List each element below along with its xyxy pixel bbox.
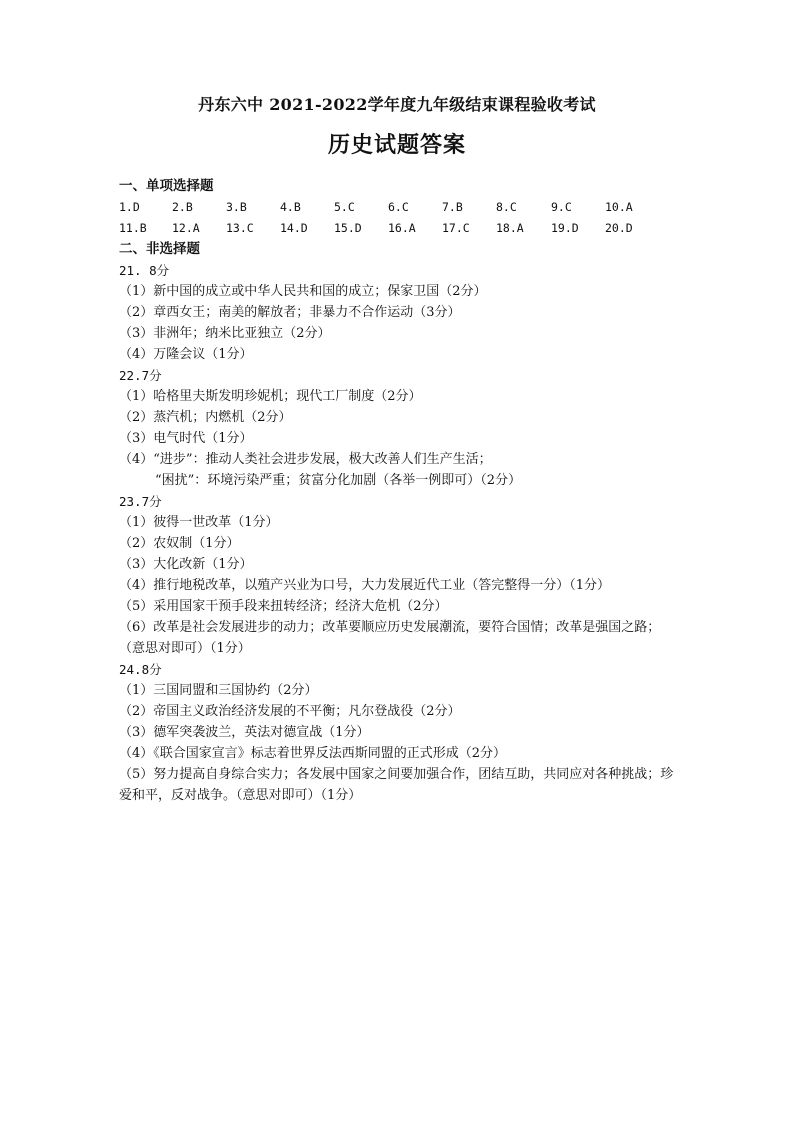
answer-line: （3）非洲年；纳米比亚独立（2分） [119, 326, 331, 341]
answer-line: （4）万隆会议（1分） [119, 347, 253, 362]
answer-line: （5）采用国家干预手段来扭转经济；经济大危机（2分） [119, 599, 448, 614]
choice-answers-row-1 [119, 197, 679, 218]
choice-answer: 8.C [496, 200, 517, 214]
choice-answer: 5.C [334, 200, 355, 214]
choice-answers-row-2 [119, 218, 679, 239]
choice-answer: 12.A [172, 221, 200, 235]
answer-line: （1）三国同盟和三国协约（2分） [119, 683, 318, 698]
answer-line: （2）农奴制（1分） [119, 536, 240, 551]
answer-line: （1）新中国的成立或中华人民共和国的成立；保家卫国（2分） [119, 284, 487, 299]
answer-line: （3）大化改新（1分） [119, 557, 253, 572]
choice-answer: 3.B [226, 200, 247, 214]
answer-line: （5）努力提高自身综合实力；各发展中国家之间要加强合作，团结互助，共同应对各种挑战；珍爱和平，反对战争。（意思对即可）（1分） [119, 767, 674, 803]
question-22-heading: 22.7分 [119, 368, 162, 383]
answer-line: （1）彼得一世改革（1分） [119, 515, 279, 530]
answer-line: （2）章西女王；南美的解放者；非暴力不合作运动（3分） [119, 305, 461, 320]
section-heading-non-choice: 二、非选择题 [119, 241, 200, 257]
choice-answer: 15.D [334, 221, 362, 235]
choice-answer: 9.C [551, 200, 572, 214]
answer-line: （4）“进步”：推动人类社会进步发展，极大改善人们生产生活； [119, 452, 492, 467]
choice-answer: 4.B [280, 200, 301, 214]
choice-answer: 18.A [496, 221, 524, 235]
document-title: 丹东六中 2021-2022学年度九年级结束课程验收考试 [198, 95, 596, 114]
answer-line: （1）哈格里夫斯发明珍妮机；现代工厂制度（2分） [119, 389, 422, 404]
section-heading-multiple-choice: 一、单项选择题 [119, 178, 214, 194]
choice-answer: 1.D [119, 200, 140, 214]
choice-answer: 13.C [226, 221, 254, 235]
choice-answer: 2.B [172, 200, 193, 214]
answer-content [119, 176, 679, 806]
choice-answer: 20.D [605, 221, 633, 235]
question-21-heading: 21. 8分 [119, 263, 170, 278]
answer-line: （2）蒸汽机；内燃机（2分） [119, 410, 292, 425]
choice-answer: 6.C [388, 200, 409, 214]
choice-answer: 19.D [551, 221, 579, 235]
answer-line: （4）推行地税改革，以殖产兴业为口号，大力发展近代工业（答完整得一分）（1分） [119, 578, 611, 593]
question-24-heading: 24.8分 [119, 662, 162, 677]
document-subtitle: 历史试题答案 [327, 132, 466, 158]
question-23-heading: 23.7分 [119, 494, 162, 509]
answer-line: （6）改革是社会发展进步的动力；改革要顺应历史发展潮流，要符合国情；改革是强国之路；（意思对即可）（1分） [119, 620, 661, 656]
answer-line: （2）帝国主义政治经济发展的不平衡；凡尔登战役（2分） [119, 704, 461, 719]
answer-line: （3）德军突袭波兰，英法对德宣战（1分） [119, 725, 370, 740]
choice-answer: 7.B [442, 200, 463, 214]
choice-answer: 10.A [605, 200, 633, 214]
answer-line: （4）《联合国家宣言》标志着世界反法西斯同盟的正式形成（2分） [119, 746, 507, 761]
choice-answer: 16.A [388, 221, 416, 235]
choice-answer: 14.D [280, 221, 308, 235]
answer-line: “困扰”：环境污染严重；贫富分化加剧（各举一例即可）（2分） [155, 473, 522, 488]
choice-answer: 17.C [442, 221, 470, 235]
choice-answer: 11.B [119, 221, 147, 235]
answer-line: （3）电气时代（1分） [119, 431, 253, 446]
